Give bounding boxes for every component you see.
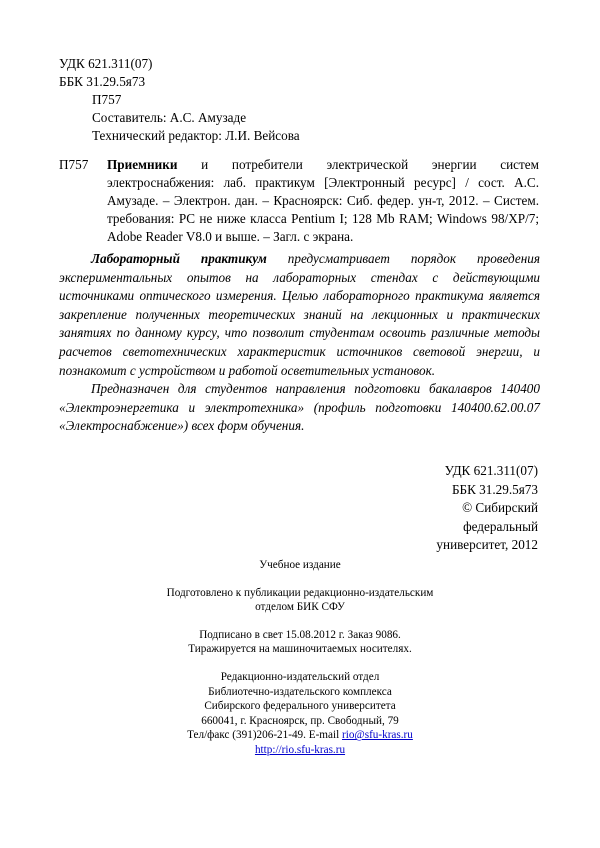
edition-type — [0, 558, 600, 573]
entry-number: П757 — [59, 157, 89, 172]
phone-line: Тел/факс (391)206-21-49. E-mail — [187, 729, 342, 742]
entry-line-1 — [107, 156, 539, 174]
address-line: 660041, г. Красноярск, пр. Свободный, 79 — [201, 714, 399, 727]
entry-title-bold: Приемники — [107, 157, 178, 172]
website-link[interactable]: http://rio.sfu-kras.ru — [254, 743, 346, 756]
abstract-paragraph-1-text: предусматривает порядок проведения экспериментальных опытов на лабораторных стендах с действующими источниками оптического измерения. Целью лабораторного практикума является закрепление полученных теоретических знаний на лекционных и практических занятиях по данному курсу, что позволит студентам освоить различные методы расчетов светотехнических характеристик источников световой энергии, и познакомит с устройством и работой осветительных установок. — [59, 251, 540, 378]
prepared-line-1: Подготовлено к публикации редакционно-издательским — [166, 586, 434, 599]
entry-line-1-rest: и потребители электрической энергии систем — [201, 157, 539, 172]
imprint — [0, 558, 600, 771]
abstract — [59, 250, 540, 436]
copies-line: Тиражируется на машиночитаемых носителях. — [188, 643, 412, 656]
entry-line-4: требования: PC не ниже класса Pentium I; 128 Mb RAM; Windows 98/XP/7; — [107, 211, 539, 226]
bibliographic-entry — [59, 156, 539, 246]
compiler-line: Составитель: А.С. Амузаде — [92, 110, 247, 125]
entry-line-2: электроснабжения: лаб. практикум [Электронный ресурс] / сост. А.С. — [107, 175, 539, 190]
right-udk-code: УДК 621.311(07) — [444, 463, 538, 478]
right-bbk-code: ББК 31.29.5я73 — [451, 481, 538, 497]
right-catalog-codes — [436, 462, 538, 555]
tech-editor-line: Технический редактор: Л.И. Вейсова — [92, 128, 300, 143]
dept-line-1: Редакционно-издательский отдел — [220, 670, 380, 683]
signed-line: Подписано в свет 15.08.2012 г. Заказ 9086. — [199, 628, 401, 641]
dept-line-3: Сибирского федерального университета — [204, 700, 396, 713]
entry-line-5: Adobe Reader V8.0 и выше. – Загл. с экрана. — [107, 229, 354, 244]
prepared-line-2: отделом БИК СФУ — [255, 601, 345, 614]
copyright-line-1: © Сибирский — [462, 500, 538, 515]
email-link[interactable]: rio@sfu-kras.ru — [341, 729, 413, 742]
udk-code: УДК 621.311(07) — [59, 56, 153, 71]
catalog-codes — [59, 55, 300, 145]
abstract-paragraph-1 — [59, 250, 540, 380]
publication-info — [0, 628, 600, 657]
prepared-by — [0, 586, 600, 615]
publisher-contacts — [0, 670, 600, 758]
author-mark: П757 — [92, 92, 122, 107]
copyright-line-3: университет, 2012 — [436, 537, 538, 552]
edition-type-text: Учебное издание — [259, 559, 341, 571]
dept-line-2: Библиотечно-издательского комплекса — [208, 685, 392, 698]
abstract-bold-lead: Лабораторный практикум — [91, 251, 267, 266]
copyright-line-2: федеральный — [463, 518, 538, 534]
entry-line-3: Амузаде. – Электрон. дан. – Красноярск: Сиб. федер. ун-т, 2012. – Систем. — [107, 193, 539, 208]
abstract-paragraph-2: Предназначен для студентов направления подготовки бакалавров 140400 «Электроэнергетика и электротехника» (профиль подготовки 140400.62.00.07 «Электроснабжение») всех форм обучения. — [59, 381, 540, 434]
bbk-code: ББК 31.29.5я73 — [59, 74, 146, 89]
